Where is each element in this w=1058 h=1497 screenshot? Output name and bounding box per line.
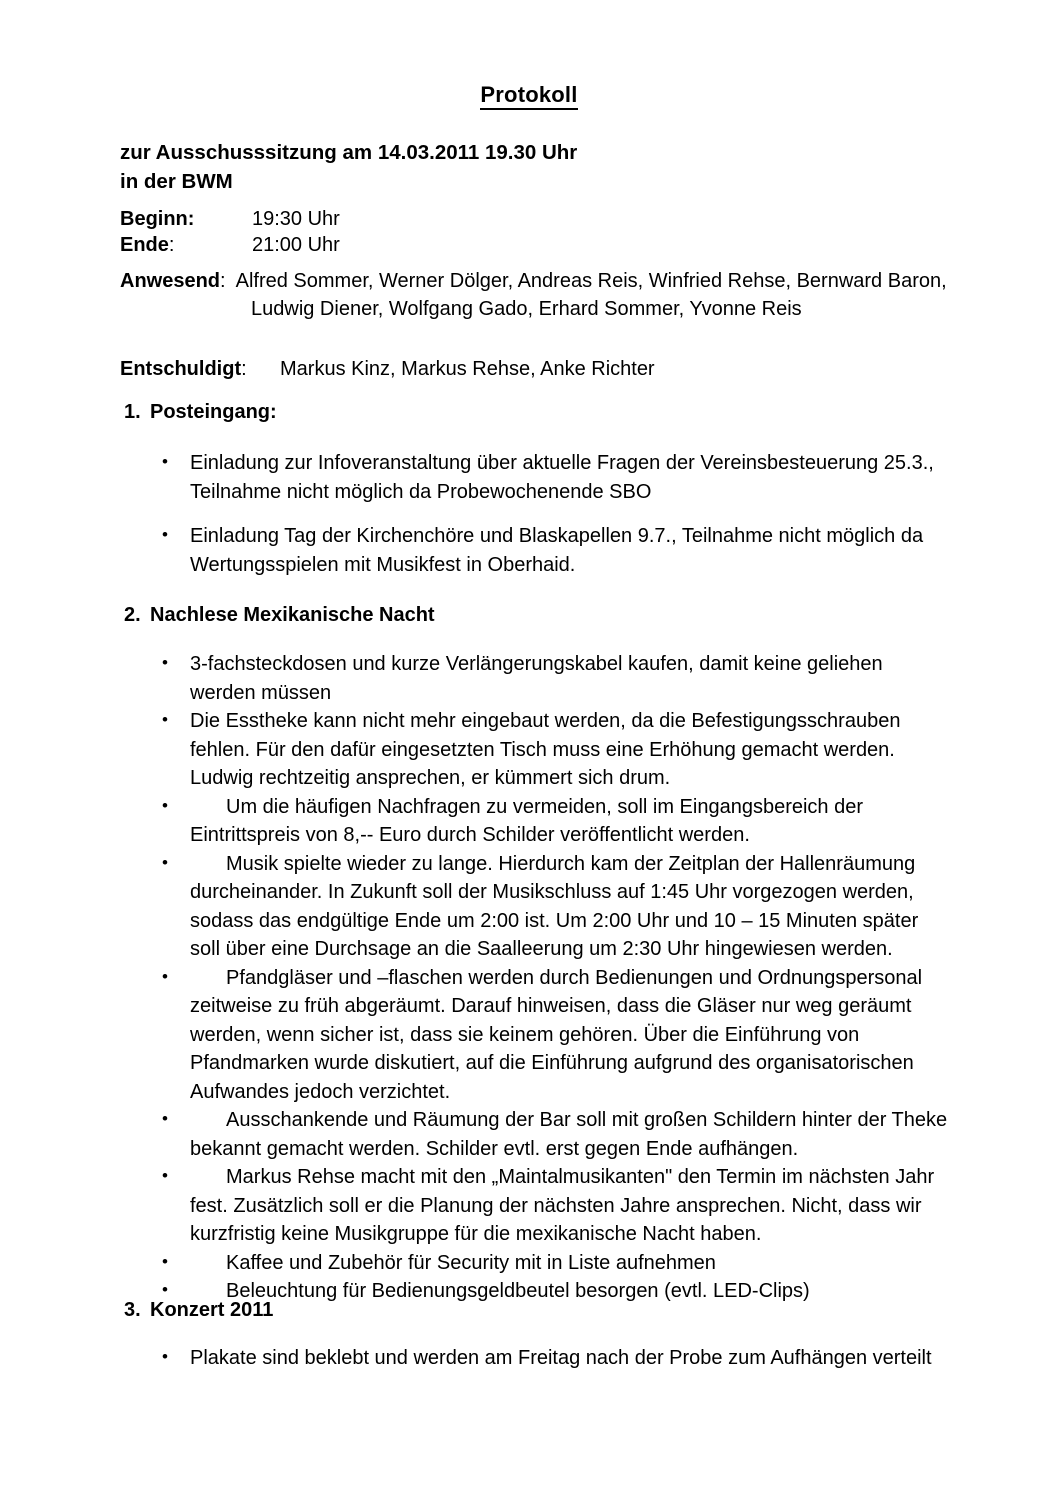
list-item	[118, 650, 948, 707]
subtitle-line-1: zur Ausschusssitzung am 14.03.2011 19.30 Uhr	[120, 141, 578, 164]
bullet-list-posteingang	[118, 449, 948, 595]
list-item-text: Musik spielte wieder zu lange. Hierdurch kam der Zeitplan der Hallenräumung durcheinander. In Zukunft soll der Musikschluss auf 1:45 Uhr vorgezogen werden, sodass das endgültige Ende um 2:00 ist. Um 2:00 Uhr und 10 – 15 Minuten später soll über eine Durchsage an die Saalleerung um 2:30 Uhr hingewiesen werden.	[190, 852, 919, 960]
list-item-text: Markus Rehse macht mit den „Maintalmusikanten" den Termin im nächsten Jahr fest. Zusätzlich soll er die Planung der nächsten Jahre ansprechen. Nicht, dass wir kurzfristig keine Musikgruppe für die mexikanische Nacht haben.	[190, 1166, 935, 1245]
list-item-text: Die Esstheke kann nicht mehr eingebaut werden, da die Befestigungsschrauben fehlen. Für den dafür eingesetzten Tisch muss eine Erhöhung gemacht werden. Ludwig rechtzeitig ansprechen, er kümmert sich drum.	[190, 710, 901, 789]
list-item-text: Beleuchtung für Bedienungsgeldbeutel besorgen (evtl. LED-Clips)	[226, 1280, 810, 1302]
list-item-text: Pfandgläser und –flaschen werden durch Bedienungen und Ordnungspersonal zeitweise zu früh abgeräumt. Darauf hinweisen, dass die Gläser nur weg geräumt werden, wenn sicher ist, dass sie keinem gehören. Über die Einführung von Pfandmarken wurde diskutiert, auf die Einführung aufgrund des organisatorischen Aufwandes jedoch verzichtet.	[190, 966, 923, 1103]
section-heading-nachlese	[124, 601, 984, 629]
attendees-names: Alfred Sommer, Werner Dölger, Andreas Reis, Winfried Rehse, Bernward Baron, Ludwig Diener, Wolfgang Gado, Erhard Sommer, Yvonne Reis	[235, 270, 947, 320]
bullet-list-konzert	[118, 1344, 948, 1373]
meeting-end-colon: :	[168, 234, 175, 256]
list-item	[118, 1163, 948, 1249]
section-title: Posteingang:	[150, 401, 277, 423]
meeting-end-row	[120, 231, 340, 259]
list-item	[118, 964, 948, 1107]
document-subtitle	[120, 138, 980, 196]
page-title	[0, 82, 1058, 108]
section-title: Nachlese Mexikanische Nacht	[150, 604, 435, 626]
subtitle-line-2: in der BWM	[120, 170, 233, 193]
list-item	[118, 793, 948, 850]
page-title-text: Protokoll	[480, 82, 577, 110]
section-heading-konzert	[124, 1296, 984, 1324]
meeting-start-row	[120, 205, 340, 233]
meeting-end-label-wrap	[120, 231, 252, 259]
section-number: 1.	[124, 401, 141, 423]
excused-names: Markus Kinz, Markus Rehse, Anke Richter	[280, 358, 655, 380]
attendees-colon: :	[220, 270, 226, 292]
list-item-text: Kaffee und Zubehör für Security mit in Liste aufnehmen	[226, 1251, 716, 1274]
meeting-start-value: 19:30 Uhr	[252, 208, 340, 230]
list-item-text: 3-fachsteckdosen und kurze Verlängerungskabel kaufen, damit keine geliehen werden müssen	[190, 653, 883, 704]
excused-names-wrap	[120, 355, 1000, 383]
excused-label: Entschuldigt	[120, 358, 242, 380]
meeting-end-label: Ende	[120, 234, 169, 256]
list-item	[118, 1106, 948, 1163]
meeting-start-label: Beginn:	[120, 208, 195, 230]
section-title: Konzert 2011	[150, 1299, 274, 1321]
list-item-text: Ausschankende und Räumung der Bar soll mit großen Schildern hinter der Theke bekannt gemacht werden. Schilder evtl. erst gegen Ende aufhängen.	[190, 1109, 948, 1160]
list-item	[118, 707, 948, 793]
attendees-label: Anwesend	[120, 270, 221, 292]
attendees-row	[120, 267, 1000, 323]
list-item-text: Einladung zur Infoveranstaltung über aktuelle Fragen der Vereinsbesteuerung 25.3., Teilnahme nicht möglich da Probewochenende SBO	[190, 452, 934, 503]
list-item-text: Plakate sind beklebt und werden am Freitag nach der Probe zum Aufhängen verteilt	[190, 1347, 932, 1369]
section-heading-posteingang	[124, 398, 984, 426]
list-item	[118, 1344, 948, 1373]
meeting-end-value: 21:00 Uhr	[252, 234, 340, 256]
list-item	[118, 449, 948, 506]
excused-row	[120, 355, 1000, 383]
section-number: 2.	[124, 604, 141, 626]
list-item	[118, 850, 948, 964]
list-item-text: Um die häufigen Nachfragen zu vermeiden, soll im Eingangsbereich der Eintrittspreis von 8,-- Euro durch Schilder veröffentlicht werden.	[190, 795, 864, 846]
list-item	[118, 522, 948, 579]
excused-colon: :	[241, 358, 247, 380]
list-item-text: Einladung Tag der Kirchenchöre und Blaskapellen 9.7., Teilnahme nicht möglich da Wertungsspielen mit Musikfest in Oberhaid.	[190, 525, 924, 576]
section-number: 3.	[124, 1299, 141, 1321]
list-item	[118, 1249, 948, 1278]
attendees-names-wrap	[120, 267, 1000, 323]
bullet-list-mexikanische-nacht	[118, 650, 948, 1306]
